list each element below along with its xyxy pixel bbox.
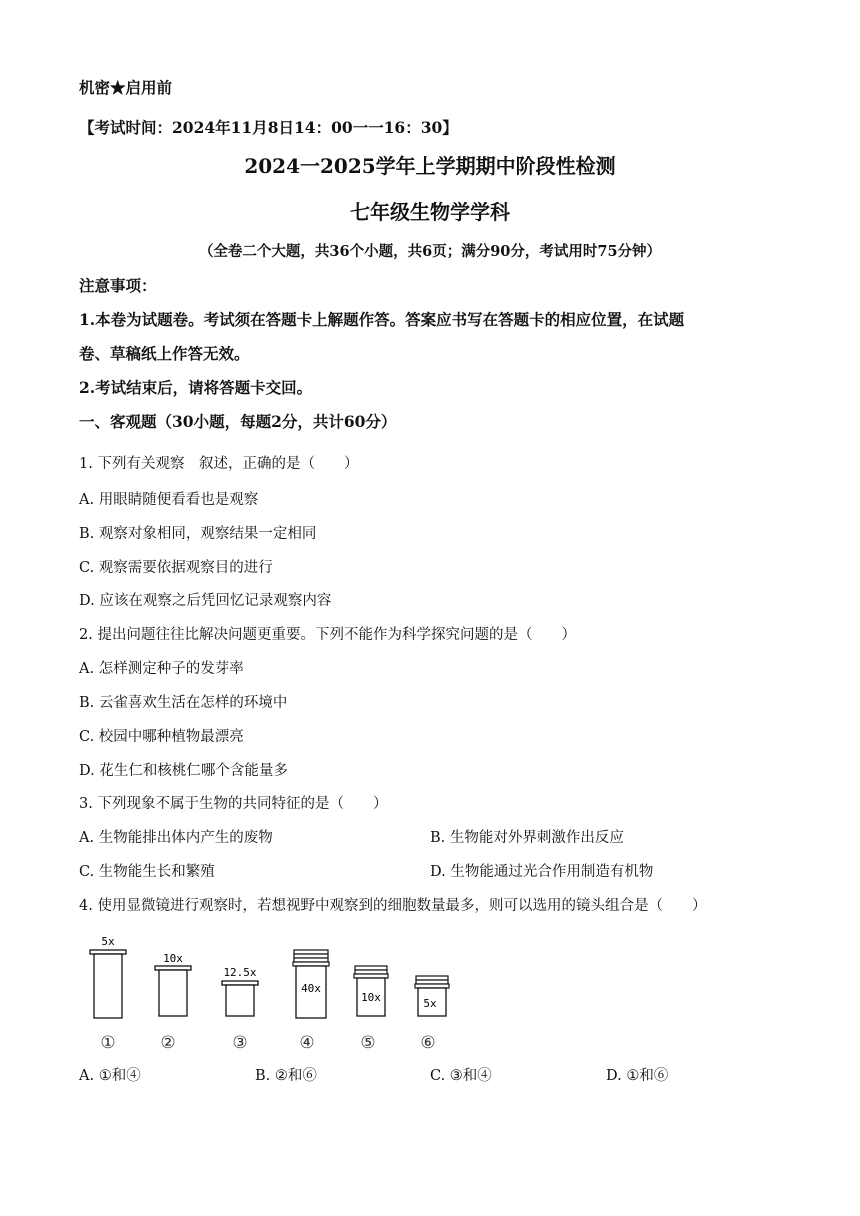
lens-4-number: ④ [299, 1033, 315, 1053]
question-2-option-d: D. 花生仁和核桃仁哪个含能量多 [79, 763, 288, 779]
lens-6-number: ⑥ [420, 1033, 436, 1053]
svg-text:10x: 10x [163, 952, 183, 965]
svg-text:40x: 40x [301, 982, 321, 995]
svg-text:5x: 5x [423, 997, 437, 1010]
question-3-option-a: A. 生物能排出体内产生的废物 [79, 830, 273, 846]
question-1-option-b: B. 观察对象相同，观察结果一定相同 [79, 526, 317, 542]
question-3-option-d: D. 生物能通过光合作用制造有机物 [430, 864, 654, 880]
svg-text:10x: 10x [361, 991, 381, 1004]
question-2-stem: 2. 提出问题往往比解决问题更重要。下列不能作为科学探究问题的是（ ） [79, 627, 576, 643]
question-4-stem: 4. 使用显微镜进行观察时，若想视野中观察到的细胞数量最多，则可以选用的镜头组合是（ ） [79, 898, 707, 914]
exam-info: （全卷二个大题，共36个小题，共6页；满分90分，考试用时75分钟） [198, 243, 662, 260]
question-3-stem: 3. 下列现象不属于生物的共同特征的是（ ） [79, 796, 388, 812]
question-4-option-c: C. ③和④ [430, 1068, 492, 1084]
exam-time: 【考试时间：2024年11月8日14：00一一16：30】 [79, 118, 458, 137]
notes-item-2: 2.考试结束后，请将答题卡交回。 [79, 378, 313, 397]
question-1-option-d: D. 应该在观察之后凭回忆记录观察内容 [79, 593, 332, 609]
question-1-stem: 1. 下列有关观察 叙述，正确的是（ ） [79, 456, 359, 472]
question-3-option-b: B. 生物能对外界刺激作出反应 [430, 830, 624, 846]
lens-5-objective [354, 966, 388, 1016]
question-1-option-c: C. 观察需要依据观察目的进行 [79, 560, 273, 576]
lens-6-objective [415, 976, 449, 1016]
question-1-option-a: A. 用眼睛随便看看也是观察 [79, 492, 259, 508]
lens-3-number: ③ [232, 1033, 248, 1053]
lens-2-number: ② [160, 1033, 176, 1053]
question-2-option-a: A. 怎样测定种子的发芽率 [79, 661, 244, 677]
confidential-label: 机密★启用前 [79, 78, 173, 97]
question-2-option-c: C. 校园中哪种植物最漂亮 [79, 729, 244, 745]
lens-5-number: ⑤ [360, 1033, 376, 1053]
question-4-option-d: D. ①和⑥ [606, 1068, 669, 1084]
lens-3-eyepiece [222, 966, 258, 1016]
notes-heading: 注意事项： [79, 276, 157, 295]
svg-text:5x: 5x [101, 935, 115, 948]
notes-item-1-line-2: 卷、草稿纸上作答无效。 [79, 344, 250, 363]
lens-1-number: ① [100, 1033, 116, 1053]
lens-4-objective [293, 950, 329, 1018]
question-2-option-b: B. 云雀喜欢生活在怎样的环境中 [79, 695, 288, 711]
question-4-option-b: B. ②和⑥ [255, 1068, 317, 1084]
exam-title: 2024一2025学年上学期期中阶段性检测 [244, 154, 616, 178]
notes-item-1-line-1: 1.本卷为试题卷。考试须在答题卡上解题作答。答案应书写在答题卡的相应位置，在试题 [79, 310, 685, 329]
microscope-lens-figure [84, 930, 464, 1060]
section-1-heading: 一、客观题（30小题，每题2分，共计60分） [79, 412, 397, 431]
svg-text:12.5x: 12.5x [223, 966, 257, 979]
exam-subtitle: 七年级生物学学科 [350, 200, 510, 224]
question-4-option-a: A. ①和④ [79, 1068, 141, 1084]
question-3-option-c: C. 生物能生长和繁殖 [79, 864, 215, 880]
